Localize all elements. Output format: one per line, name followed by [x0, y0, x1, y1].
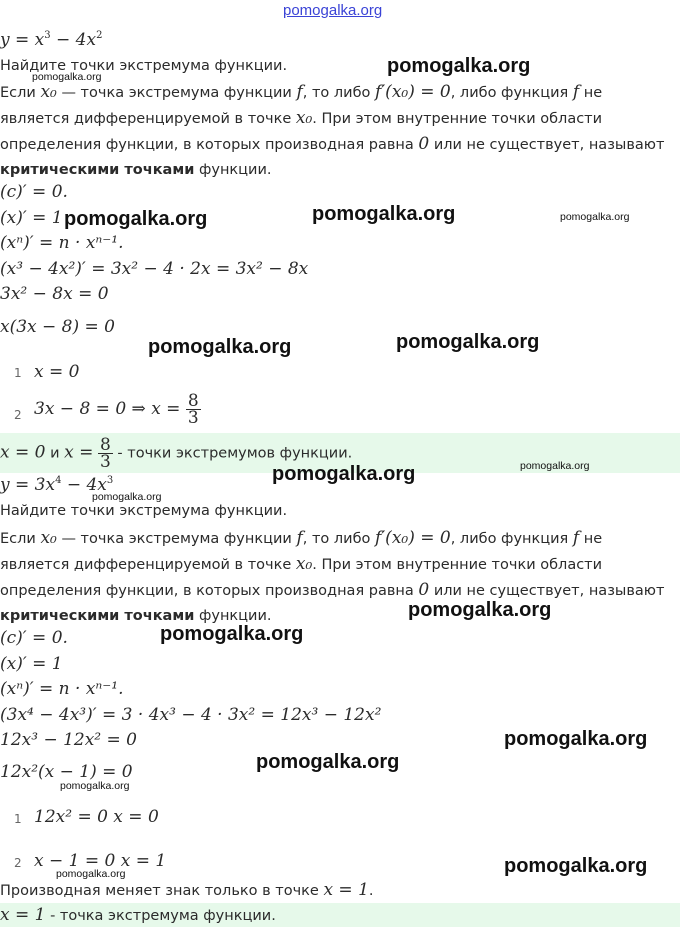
function-2: $y = 3x^4 - 4x^3$ [0, 475, 114, 495]
watermark: pomogalka.org [408, 599, 552, 621]
theory-line-2: является дифференцируемой в точке x₀. При этом внутренние точки области [0, 554, 603, 574]
function-1: $y = x^3 - 4x^2$ [0, 30, 103, 50]
watermark: pomogalka.org [560, 211, 630, 223]
derivative-2: (3x⁴ − 4x³)′ = 3 · 4x³ − 4 · 3x² = 12x³ − 12x² [0, 705, 382, 725]
theory-line-1: Если x₀ — точка экстремума функции f, то либо f′(x₀) = 0, либо функция f не [0, 82, 603, 102]
case-1-1: x = 0 [34, 362, 80, 382]
watermark: pomogalka.org [148, 336, 292, 358]
case-2-2: x − 1 = 0 x = 1 [34, 851, 167, 871]
case-2-1: 12x² = 0 x = 0 [34, 807, 159, 827]
fraction: $\frac{8}{3}$ [187, 391, 199, 428]
theory-line-3: определения функции, в которых производная равна 0 или не существует, называют [0, 134, 665, 154]
header-watermark-link[interactable]: pomogalka.org [283, 2, 383, 19]
derivative-1: (x³ − 4x²)′ = 3x² − 4 · 2x = 3x² − 8x [0, 259, 309, 279]
case-number: 1 [14, 812, 22, 826]
critical-points-line: критическими точками функции. [0, 608, 272, 624]
watermark: pomogalka.org [32, 71, 102, 83]
theory-line-2: является дифференцируемой в точке x₀. При этом внутренние точки области [0, 108, 603, 128]
watermark: pomogalka.org [504, 855, 648, 877]
case-number: 2 [14, 856, 22, 870]
task-2: Найдите точки экстремума функции. [0, 503, 288, 519]
rule-constant: (c)′ = 0. [0, 182, 68, 202]
watermark: pomogalka.org [272, 463, 416, 485]
factored-1: x(3x − 8) = 0 [0, 317, 115, 337]
case-number: 1 [14, 366, 22, 380]
watermark: pomogalka.org [256, 751, 400, 773]
watermark: pomogalka.org [387, 55, 531, 77]
watermark: pomogalka.org [160, 623, 304, 645]
sign-change-note: Производная меняет знак только в точке x = 1. [0, 880, 374, 900]
answer-1: x = 0 и x = $\frac{8}{3}$ - точки экстремумов функции. [0, 435, 353, 472]
task-1: Найдите точки экстремума функции. [0, 58, 288, 74]
watermark: pomogalka.org [92, 491, 162, 503]
watermark: pomogalka.org [64, 208, 208, 230]
rule-constant: (c)′ = 0. [0, 628, 68, 648]
answer-2: x = 1 - точка экстремума функции. [0, 905, 276, 925]
watermark: pomogalka.org [312, 203, 456, 225]
rule-power: (xⁿ)′ = n · xⁿ⁻¹. [0, 679, 124, 699]
equation-1: 3x² − 8x = 0 [0, 284, 109, 304]
case-number: 2 [14, 408, 22, 422]
watermark: pomogalka.org [60, 780, 130, 792]
theory-line-1: Если x₀ — точка экстремума функции f, то либо f′(x₀) = 0, либо функция f не [0, 528, 603, 548]
critical-points-line: критическими точками функции. [0, 162, 272, 178]
watermark: pomogalka.org [504, 728, 648, 750]
rule-x: (x)′ = 1 [0, 654, 63, 674]
factored-2: 12x²(x − 1) = 0 [0, 762, 133, 782]
theory-line-3: определения функции, в которых производная равна 0 или не существует, называют [0, 580, 665, 600]
watermark: pomogalka.org [520, 460, 590, 472]
watermark: pomogalka.org [56, 868, 126, 880]
rule-power: (xⁿ)′ = n · xⁿ⁻¹. [0, 233, 124, 253]
watermark: pomogalka.org [396, 331, 540, 353]
case-1-2: 3x − 8 = 0 ⇒ x = $\frac{8}{3}$ [34, 391, 199, 428]
fraction: $\frac{8}{3}$ [99, 435, 111, 472]
equation-2: 12x³ − 12x² = 0 [0, 730, 137, 750]
rule-x: (x)′ = 1 [0, 208, 63, 228]
